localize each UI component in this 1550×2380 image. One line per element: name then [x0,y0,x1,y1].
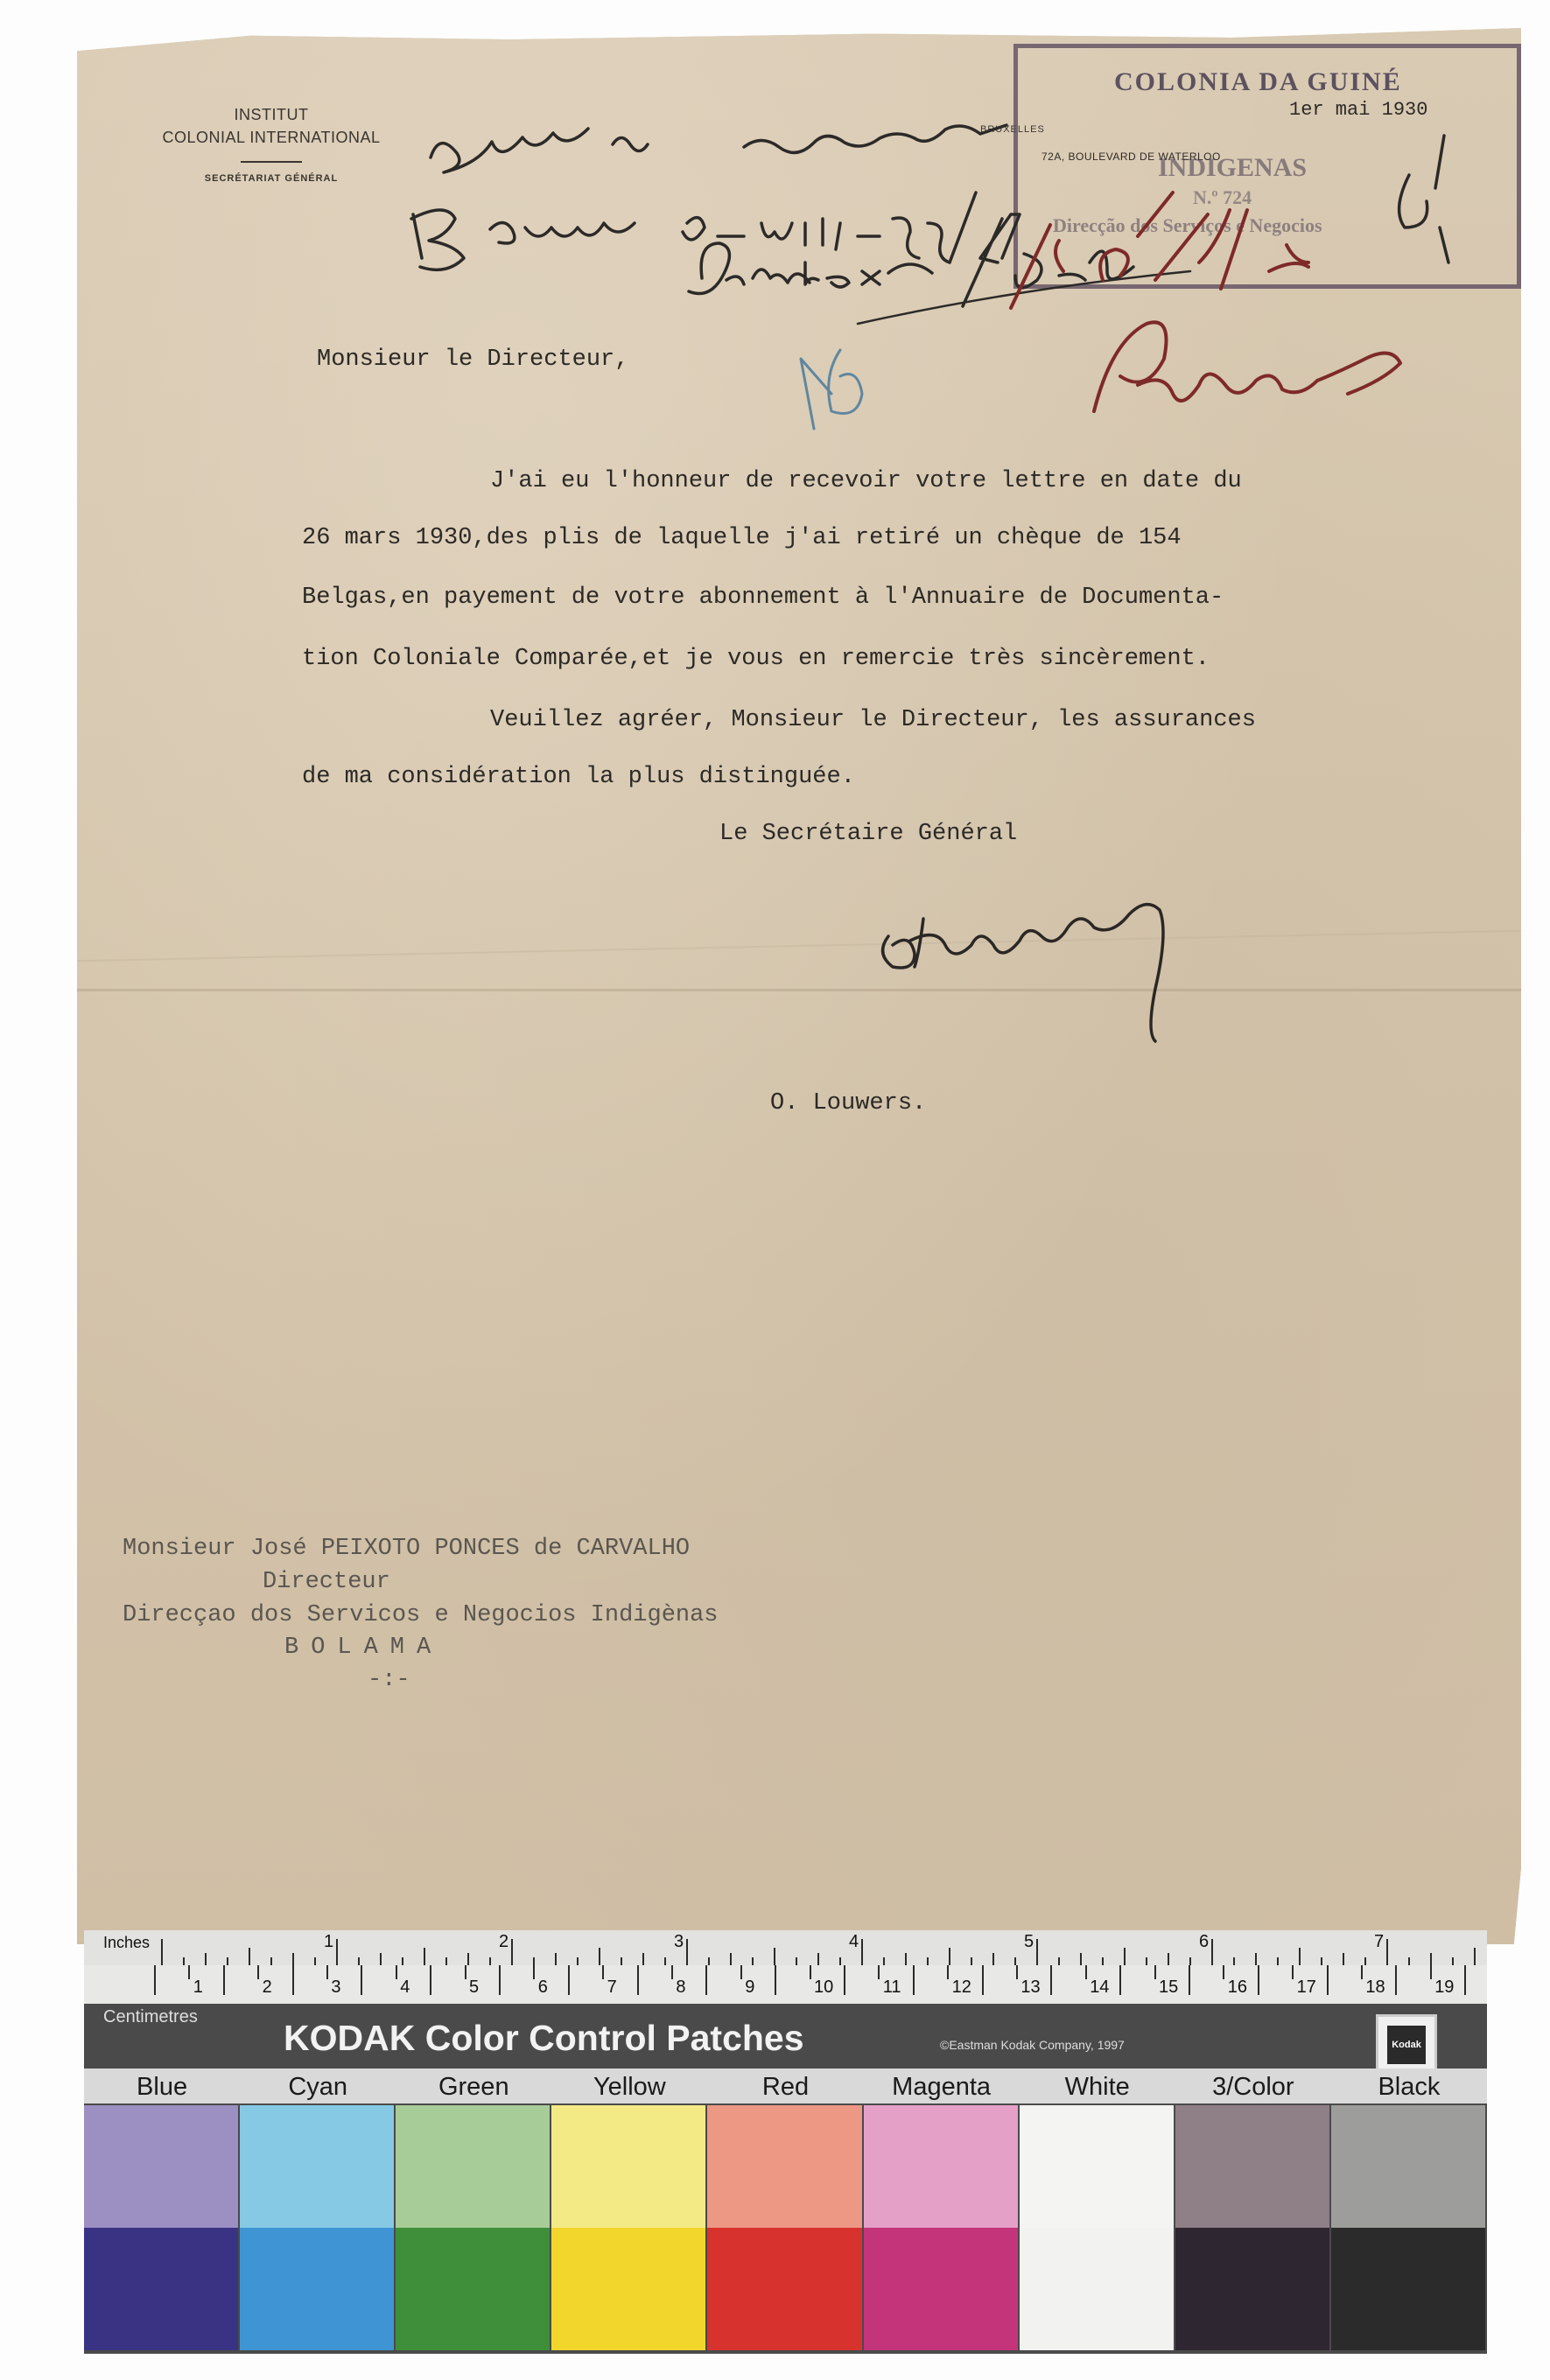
cm-tick [810,1965,811,1979]
inch-tick [270,1957,272,1965]
cm-mark-label: 13 [1020,1978,1041,1997]
inches-label: Inches [103,1934,151,1951]
inch-tick [1364,1957,1366,1965]
inch-tick [752,1957,754,1965]
inch-tick [314,1957,316,1965]
paper-fold [77,989,1521,991]
cm-tick [499,1965,501,1995]
color-patch-light [707,2105,861,2228]
cm-tick [947,1965,949,1979]
stamp-date: 1er mai 1930 [1289,99,1428,121]
letterhead-rule [241,161,302,163]
inch-tick [1321,1957,1322,1965]
cm-tick [1223,1965,1224,1979]
stamp-line-2: N.º 724 [1193,186,1252,208]
cm-tick [602,1965,604,1979]
patch-labels [84,2068,1487,2104]
cm-tick [465,1965,466,1979]
inch-mark-label: 1 [324,1932,334,1951]
cm-tick [1395,1965,1397,1995]
inch-tick [1168,1953,1169,1965]
color-patch-dark [707,2228,861,2350]
inch-tick [1255,1953,1257,1965]
inch-tick [336,1939,338,1965]
patch-label: Green [438,2073,509,2101]
color-patch-light [1175,2105,1329,2228]
color-patch-light [1331,2105,1485,2228]
paragraph-1-line-4: tion Coloniale Comparée,et je vous en remercie très sincèrement. [302,646,1210,672]
cm-tick [154,1965,156,1995]
cm-mark-label: 3 [331,1978,341,1997]
inch-tick [949,1948,950,1965]
patches-dark-row [84,2228,1487,2350]
paragraph-1-line-1: J'ai eu l'honneur de recevoir votre lettre en date du [490,468,1242,494]
letterhead-city: BRUXELLES [980,124,1045,135]
cm-tick [1361,1965,1363,1979]
inch-mark-label: 7 [1374,1932,1385,1951]
cm-mark-label: 6 [537,1978,548,1997]
cm-tick [913,1965,915,1995]
inch-tick [1299,1948,1301,1965]
cm-mark-label: 9 [745,1978,755,1997]
inch-tick [1058,1957,1060,1965]
cm-tick [705,1965,707,1995]
registry-stamp [1013,44,1521,289]
cm-tick [878,1965,880,1979]
inch-tick [533,1957,535,1965]
cm-tick [637,1965,639,1995]
cm-mark-label: 16 [1227,1978,1248,1997]
cm-mark-label: 17 [1296,1978,1316,1997]
inch-tick [883,1957,885,1965]
letterhead-colonial-international: COLONIAL INTERNATIONAL [162,129,381,146]
cm-mark-label: 8 [676,1978,686,1997]
salutation: Monsieur le Directeur, [317,346,629,373]
cm-tick [1292,1965,1294,1979]
cm-tick [844,1965,845,1995]
cm-tick [1464,1965,1466,1995]
inch-tick [664,1957,666,1965]
inch-ruler [84,1930,1487,1965]
inch-tick [424,1948,425,1965]
cm-tick [1327,1965,1329,1995]
cm-mark-label: 4 [400,1978,410,1997]
inch-tick [1146,1957,1147,1965]
cm-tick [1258,1965,1259,1995]
patch-label: Yellow [593,2073,666,2101]
patch-label: Cyan [288,2073,348,2101]
inch-tick [380,1953,382,1965]
cm-tick [775,1965,776,1995]
inch-tick [1102,1957,1104,1965]
cm-tick [1154,1965,1156,1979]
cm-tick [568,1965,570,1995]
inch-tick [905,1953,907,1965]
inch-tick [161,1939,163,1965]
kodak-title: KODAK Color Control Patches [284,2018,804,2058]
cm-tick [1085,1965,1087,1979]
patch-label: Black [1378,2073,1441,2101]
recipient-name: Monsieur José PEIXOTO PONCES de CARVALHO [123,1536,691,1562]
cm-mark-label: 5 [469,1978,480,1997]
color-patch-light [240,2105,394,2228]
paragraph-1-line-3: Belgas,en payement de votre abonnement à l'Annuaire de Documenta- [302,584,1224,611]
inch-tick [642,1953,644,1965]
inch-tick [1080,1953,1082,1965]
cm-tick [361,1965,362,1995]
kodak-color-target [84,1930,1487,2354]
inch-tick [1430,1953,1432,1965]
inch-mark-label: 5 [1024,1932,1035,1951]
patch-label: Blue [137,2073,188,2101]
recipient-department: Direcçao dos Servicos e Negocios Indigènas [123,1602,719,1628]
cm-tick [1189,1965,1190,1995]
inch-tick [555,1953,557,1965]
inch-tick [1386,1939,1388,1965]
inch-tick [971,1957,972,1965]
letterhead-institut: INSTITUT [234,106,309,123]
inch-mark-label: 3 [674,1932,684,1951]
paragraph-2-line-1: Veuillez agréer, Monsieur le Directeur, les assurances [490,707,1256,733]
inch-tick [292,1953,294,1965]
patches-light-row [84,2105,1487,2228]
centimetre-ruler [84,1965,1487,2004]
cm-mark-label: 7 [607,1978,617,1997]
color-patch-dark [396,2228,550,2350]
cm-tick [326,1965,328,1979]
inch-tick [817,1953,819,1965]
inch-tick [1189,1957,1191,1965]
inch-tick [621,1957,622,1965]
stamp-title: COLONIA DA GUINÉ [1114,67,1402,96]
cm-tick [188,1965,190,1979]
inch-tick [227,1957,228,1965]
cm-tick [396,1965,397,1979]
cm-tick [1050,1965,1052,1995]
inch-tick [249,1948,250,1965]
color-patch-dark [1020,2228,1174,2350]
cm-tick [740,1965,742,1979]
inch-tick [927,1957,929,1965]
cm-mark-label: 14 [1090,1978,1110,1997]
cm-mark-label: 1 [193,1978,203,1997]
cm-tick [430,1965,431,1995]
cm-tick [1119,1965,1121,1995]
inch-mark-label: 6 [1199,1932,1210,1951]
cm-tick [292,1965,294,1995]
inch-tick [489,1957,491,1965]
inch-tick [861,1939,863,1965]
inch-tick [467,1953,469,1965]
letterhead [131,103,411,184]
cm-tick [1016,1965,1018,1979]
inch-tick [1408,1957,1410,1965]
color-patch-light [551,2105,705,2228]
inch-tick [205,1953,207,1965]
color-patch-dark [84,2228,238,2350]
signature [862,892,1247,1085]
inch-mark-label: 2 [499,1932,509,1951]
color-patch-dark [1175,2228,1329,2350]
color-patch-light [396,2105,550,2228]
stamp-line-1: INDIGENAS [1158,153,1308,182]
signatory-name: O. Louwers. [770,1090,927,1116]
inch-tick [577,1957,579,1965]
paragraph-1-line-2: 26 mars 1930,des plis de laquelle j'ai retiré un chèque de 154 [302,525,1182,551]
cm-mark-label: 15 [1159,1978,1179,1997]
color-patch-dark [864,2228,1018,2350]
inch-tick [1014,1957,1016,1965]
patch-label: Magenta [892,2073,992,2101]
inch-tick [839,1957,841,1965]
inch-tick [1211,1939,1213,1965]
patch-label: Red [761,2073,810,2101]
color-patch-dark [551,2228,705,2350]
cm-tick [257,1965,259,1979]
inch-tick [708,1957,710,1965]
inch-tick [599,1948,600,1965]
inch-tick [1343,1953,1344,1965]
kodak-logo [1376,2014,1437,2076]
cm-tick [982,1965,984,1995]
recipient-city: BOLAMA [284,1634,444,1661]
patch-label: 3/Color [1212,2073,1294,2101]
cm-mark-label: 19 [1434,1978,1455,1997]
inch-tick [686,1939,688,1965]
inch-tick [730,1953,732,1965]
inch-tick [1036,1939,1038,1965]
kodak-copyright: ©Eastman Kodak Company, 1997 [940,2038,1125,2052]
inch-tick [1277,1957,1279,1965]
cm-tick [533,1965,535,1979]
inch-tick [445,1957,447,1965]
inch-tick [511,1939,513,1965]
inch-tick [1474,1948,1476,1965]
inch-tick [358,1957,360,1965]
kodak-logo-mark: Kodak [1387,2026,1426,2064]
patch-label: White [1064,2073,1130,2101]
paragraph-2-line-2: de ma considération la plus distinguée. [302,764,855,790]
recipient-title: Directeur [263,1569,390,1595]
inch-tick [1124,1948,1126,1965]
cm-mark-label: 11 [882,1978,901,1997]
closing-title: Le Secrétaire Général [719,821,1018,847]
color-patch-light [1020,2105,1174,2228]
inch-tick [774,1948,775,1965]
inch-tick [992,1953,994,1965]
centimetres-label: Centimetres [103,2007,198,2026]
color-patch-light [864,2105,1018,2228]
cm-mark-label: 2 [262,1978,272,1997]
cm-mark-label: 10 [814,1978,834,1997]
inch-tick [1452,1957,1454,1965]
inch-tick [402,1957,403,1965]
color-patch-dark [1331,2228,1485,2350]
recipient-end-mark: -:- [368,1667,410,1693]
color-patch-dark [240,2228,394,2350]
inch-mark-label: 4 [849,1932,859,1951]
stamp-line-3: Direcção dos Serviços e Negocios [1053,214,1322,236]
cm-tick [1430,1965,1432,1979]
letterhead-address: 72A, BOULEVARD DE WATERLOO [1042,150,1221,163]
inch-tick [796,1957,797,1965]
cm-mark-label: 18 [1365,1978,1385,1997]
cm-tick [223,1965,225,1995]
color-patch-light [84,2105,238,2228]
cm-mark-label: 12 [951,1978,971,1997]
letterhead-secretariat: SECRÉTARIAT GÉNÉRAL [204,173,339,184]
cm-tick [671,1965,673,1979]
inch-tick [1233,1957,1235,1965]
inch-tick [183,1957,185,1965]
